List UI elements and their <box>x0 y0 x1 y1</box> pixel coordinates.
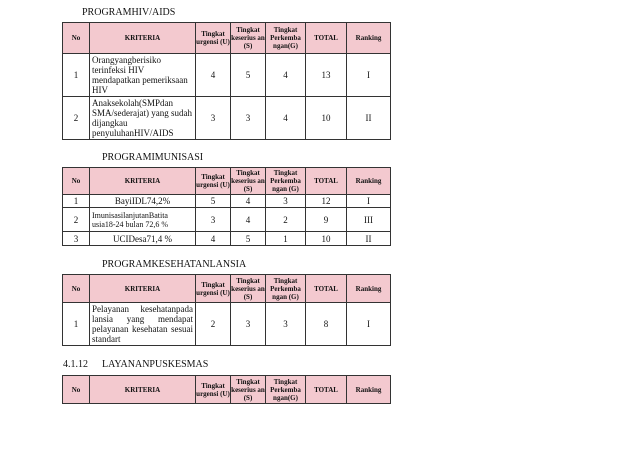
header-kriteria: KRITERIA <box>90 376 196 404</box>
header-urgensi: Tingkat urgensi (U) <box>196 275 231 303</box>
cell-ranking: I <box>347 195 391 208</box>
header-total: TOTAL <box>306 168 347 195</box>
header-keserius: Tingkat keserius an (S) <box>231 169 265 193</box>
cell-kriteria: ImunisasilanjutanBatita usia18-24 bulan 72,6 % <box>90 208 196 232</box>
cell-urgensi: 5 <box>196 195 231 208</box>
table-row <box>63 303 391 346</box>
cell-urgensi: 3 <box>196 208 231 232</box>
header-keserius: Tingkat keserius an (S) <box>231 377 265 402</box>
cell-keserius: 3 <box>231 97 266 140</box>
cell-no: 2 <box>63 97 90 140</box>
cell-urgensi: 4 <box>196 54 231 97</box>
cell-perkemba: 4 <box>266 54 306 97</box>
table-puskesmas <box>62 375 391 404</box>
cell-keserius: 5 <box>231 54 266 97</box>
cell-no: 1 <box>63 195 90 208</box>
table-row <box>63 195 391 208</box>
cell-keserius: 3 <box>231 303 266 346</box>
table-row <box>63 97 391 140</box>
cell-ranking: III <box>347 208 391 232</box>
table-row <box>63 232 391 246</box>
section-title-hiv: PROGRAMHIV/AIDS <box>82 7 176 18</box>
cell-ranking: II <box>347 232 391 246</box>
cell-ranking: II <box>347 97 391 140</box>
cell-total: 9 <box>306 208 347 232</box>
header-no: No <box>63 376 90 404</box>
cell-keserius: 4 <box>231 195 266 208</box>
section-number-puskesmas: 4.1.12 <box>63 359 88 370</box>
cell-kriteria: Orangyangberisiko terinfeksi HIV mendapatkan pemeriksaan HIV <box>90 54 196 97</box>
cell-kriteria: UCIDesa71,4 % <box>90 232 196 246</box>
cell-perkemba: 4 <box>266 97 306 140</box>
cell-total: 10 <box>306 232 347 246</box>
header-kriteria: KRITERIA <box>90 168 196 195</box>
header-urgensi: Tingkat urgensi (U) <box>196 376 231 404</box>
header-total: TOTAL <box>306 275 347 303</box>
cell-no: 2 <box>63 208 90 232</box>
table-row <box>63 208 391 232</box>
cell-ranking: I <box>347 303 391 346</box>
header-kriteria: KRITERIA <box>90 275 196 303</box>
cell-ranking: I <box>347 54 391 97</box>
cell-total: 13 <box>306 54 347 97</box>
table-lansia <box>62 274 391 346</box>
cell-urgensi: 2 <box>196 303 231 346</box>
cell-urgensi: 4 <box>196 232 231 246</box>
cell-total: 8 <box>306 303 347 346</box>
header-perkemba: Tingkat Perkemba ngan(G) <box>266 376 306 404</box>
cell-kriteria: BayiIDL74,2% <box>90 195 196 208</box>
header-perkemba: Tingkat Perkemba ngan(G) <box>266 23 306 54</box>
table-imunisasi <box>62 167 391 246</box>
header-urgensi: Tingkat urgensi (U) <box>196 168 231 195</box>
section-title-puskesmas: LAYANANPUSKESMAS <box>102 359 209 370</box>
header-no: No <box>63 275 90 303</box>
header-kriteria: KRITERIA <box>90 23 196 54</box>
cell-no: 1 <box>63 303 90 346</box>
cell-perkemba: 3 <box>266 303 306 346</box>
header-no: No <box>63 23 90 54</box>
section-title-lansia: PROGRAMKESEHATANLANSIA <box>102 259 247 270</box>
header-ranking: Ranking <box>347 168 391 195</box>
table-hiv <box>62 22 391 140</box>
section-title-imunisasi: PROGRAMIMUNISASI <box>102 152 204 163</box>
cell-no: 3 <box>63 232 90 246</box>
header-perkemba: Tingkat Perkemba ngan (G) <box>266 168 306 195</box>
header-perkemba: Tingkat Perkemba ngan (G) <box>266 275 306 303</box>
header-ranking: Ranking <box>347 376 391 404</box>
cell-keserius: 4 <box>231 208 266 232</box>
header-ranking: Ranking <box>347 23 391 54</box>
header-keserius: Tingkat keserius an (S) <box>231 23 266 54</box>
cell-kriteria: Anaksekolah(SMPdan SMA/sederajat) yang sudah dijangkau penyuluhanHIV/AIDS <box>90 97 196 140</box>
cell-perkemba: 1 <box>266 232 306 246</box>
header-keserius: Tingkat keserius an (S) <box>231 276 265 301</box>
cell-kriteria: Pelayanan kesehatanpada lansia yang mendapat pelayanan kesehatan sesuai standart <box>90 303 196 346</box>
header-total: TOTAL <box>306 376 347 404</box>
header-urgensi: Tingkat urgensi (U) <box>196 23 231 54</box>
header-no: No <box>63 168 90 195</box>
cell-total: 10 <box>306 97 347 140</box>
header-total: TOTAL <box>306 23 347 54</box>
cell-keserius: 5 <box>231 232 266 246</box>
header-ranking: Ranking <box>347 275 391 303</box>
table-row <box>63 54 391 97</box>
cell-no: 1 <box>63 54 90 97</box>
cell-perkemba: 3 <box>266 195 306 208</box>
cell-urgensi: 3 <box>196 97 231 140</box>
cell-perkemba: 2 <box>266 208 306 232</box>
cell-total: 12 <box>306 195 347 208</box>
